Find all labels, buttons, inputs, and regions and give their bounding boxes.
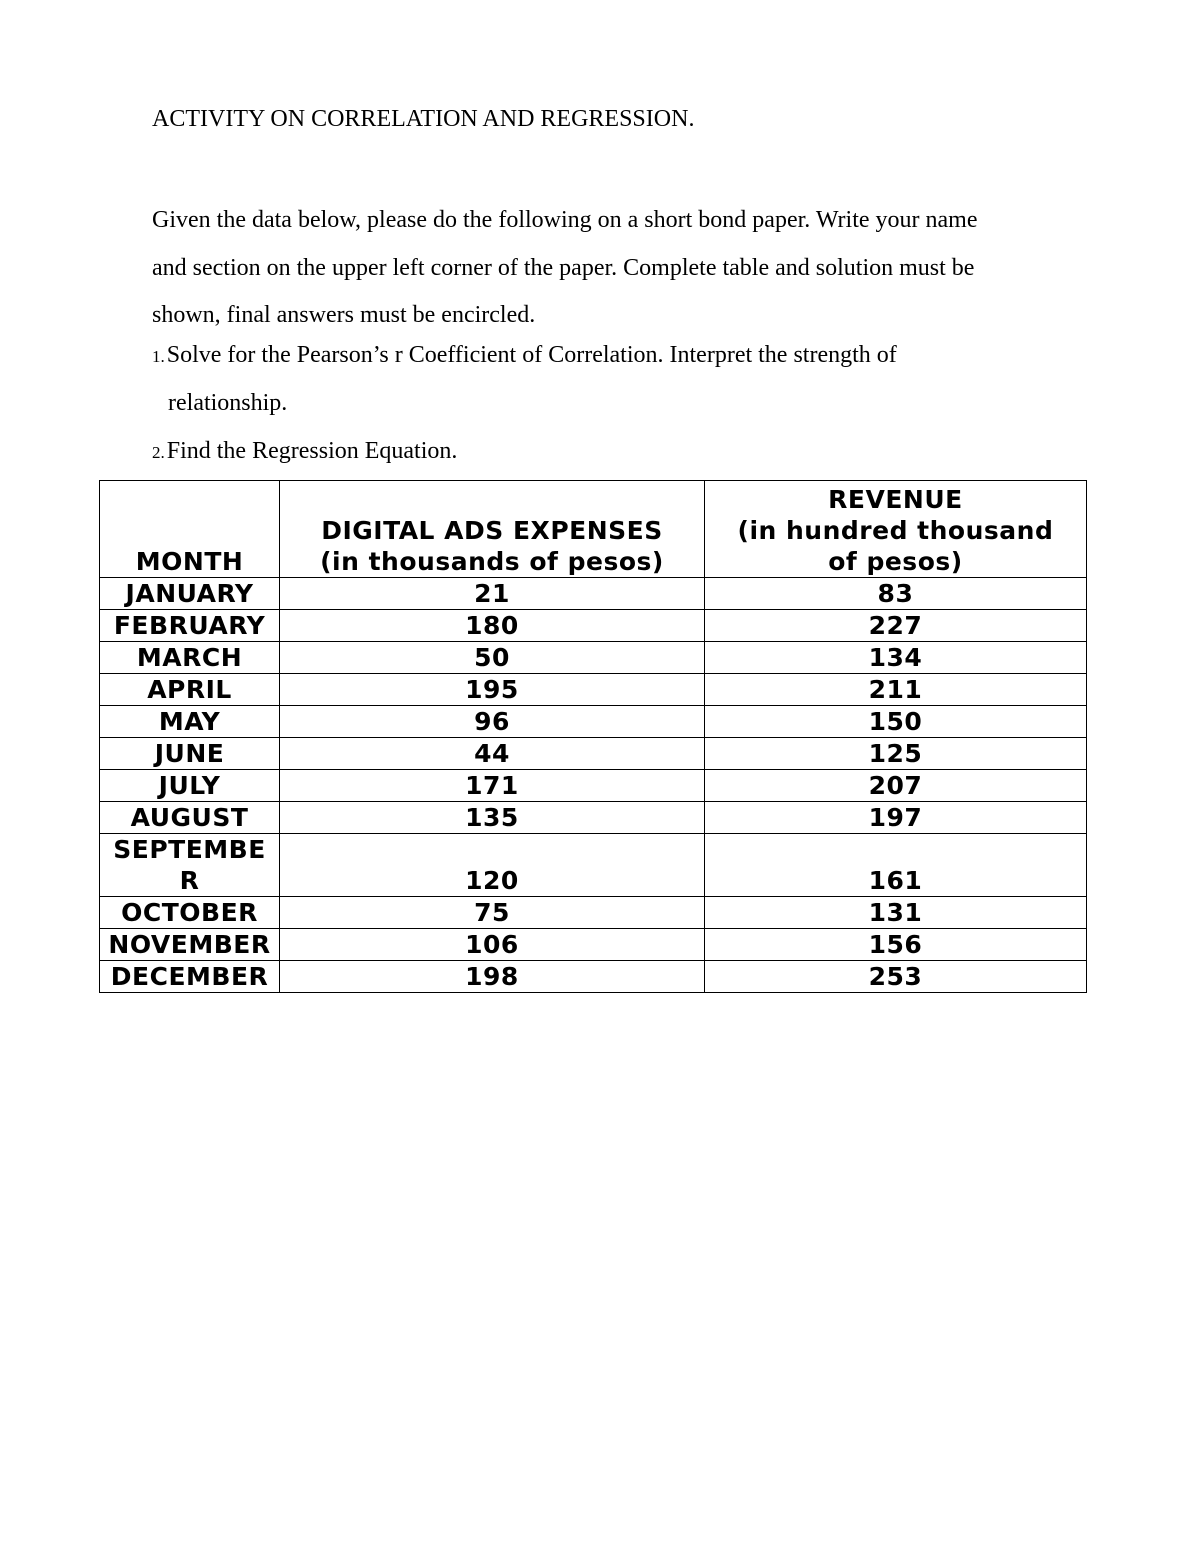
instructions-line: shown, final answers must be encircled. bbox=[152, 302, 536, 328]
table-row bbox=[100, 929, 1087, 961]
month-cell: SEPTEMBER bbox=[100, 834, 280, 897]
expenses-cell: 50 bbox=[280, 642, 705, 674]
expenses-cell: 21 bbox=[280, 578, 705, 610]
expenses-cell: 198 bbox=[280, 961, 705, 993]
header-revenue bbox=[704, 481, 1086, 578]
revenue-cell: 161 bbox=[704, 834, 1086, 897]
month-cell: FEBRUARY bbox=[100, 610, 280, 642]
revenue-cell: 253 bbox=[704, 961, 1086, 993]
month-cell: APRIL bbox=[100, 674, 280, 706]
revenue-cell: 197 bbox=[704, 802, 1086, 834]
revenue-cell: 156 bbox=[704, 929, 1086, 961]
header-expenses bbox=[280, 481, 705, 578]
task-text: Find the Regression Equation. bbox=[166, 438, 458, 464]
revenue-cell: 131 bbox=[704, 897, 1086, 929]
table-row bbox=[100, 802, 1087, 834]
expenses-cell: 120 bbox=[280, 834, 705, 897]
header-expenses-label: DIGITAL ADS EXPENSES bbox=[321, 516, 663, 545]
expenses-cell: 135 bbox=[280, 802, 705, 834]
header-expenses-unit: (in thousands of pesos) bbox=[320, 547, 664, 576]
task-text: Solve for the Pearson’s r Coefficient of Correlation. Interpret the strength of bbox=[166, 342, 897, 368]
month-cell: JUNE bbox=[100, 738, 280, 770]
revenue-cell: 211 bbox=[704, 674, 1086, 706]
header-revenue-unit-cont: of pesos) bbox=[828, 547, 963, 576]
task-item-2 bbox=[152, 436, 457, 468]
table-row bbox=[100, 578, 1087, 610]
page-title: ACTIVITY ON CORRELATION AND REGRESSION. bbox=[152, 106, 695, 132]
table-row bbox=[100, 674, 1087, 706]
month-cell: MAY bbox=[100, 706, 280, 738]
data-table bbox=[99, 480, 1087, 993]
table-row bbox=[100, 770, 1087, 802]
instructions-line: Given the data below, please do the following on a short bond paper. Write your name bbox=[152, 207, 978, 233]
task-number: 1. bbox=[152, 347, 165, 366]
expenses-cell: 106 bbox=[280, 929, 705, 961]
table-row bbox=[100, 706, 1087, 738]
month-cell: MARCH bbox=[100, 642, 280, 674]
expenses-cell: 96 bbox=[280, 706, 705, 738]
table-row bbox=[100, 961, 1087, 993]
expenses-cell: 195 bbox=[280, 674, 705, 706]
month-cell: OCTOBER bbox=[100, 897, 280, 929]
expenses-cell: 75 bbox=[280, 897, 705, 929]
instructions-paragraph bbox=[152, 197, 1112, 340]
month-cell: NOVEMBER bbox=[100, 929, 280, 961]
revenue-cell: 134 bbox=[704, 642, 1086, 674]
month-cell: DECEMBER bbox=[100, 961, 280, 993]
table-row bbox=[100, 610, 1087, 642]
header-revenue-label: REVENUE bbox=[828, 485, 963, 514]
table-row bbox=[100, 897, 1087, 929]
table-row bbox=[100, 738, 1087, 770]
table-row bbox=[100, 642, 1087, 674]
revenue-cell: 125 bbox=[704, 738, 1086, 770]
header-revenue-unit: (in hundred thousand bbox=[737, 516, 1054, 545]
instructions-line: and section on the upper left corner of the paper. Complete table and solution must be bbox=[152, 254, 975, 281]
header-month-label: MONTH bbox=[135, 547, 244, 576]
month-cell: JANUARY bbox=[100, 578, 280, 610]
revenue-cell: 207 bbox=[704, 770, 1086, 802]
expenses-cell: 171 bbox=[280, 770, 705, 802]
task-item-1 bbox=[152, 340, 897, 372]
table-body bbox=[100, 578, 1087, 993]
expenses-cell: 180 bbox=[280, 610, 705, 642]
revenue-cell: 227 bbox=[704, 610, 1086, 642]
table-row bbox=[100, 834, 1087, 897]
header-month bbox=[100, 481, 280, 578]
table-header-row bbox=[100, 481, 1087, 578]
expenses-cell: 44 bbox=[280, 738, 705, 770]
revenue-cell: 150 bbox=[704, 706, 1086, 738]
task-number: 2. bbox=[152, 443, 165, 462]
month-cell: AUGUST bbox=[100, 802, 280, 834]
task-item-1-continuation: relationship. bbox=[168, 390, 288, 416]
month-cell: JULY bbox=[100, 770, 280, 802]
revenue-cell: 83 bbox=[704, 578, 1086, 610]
